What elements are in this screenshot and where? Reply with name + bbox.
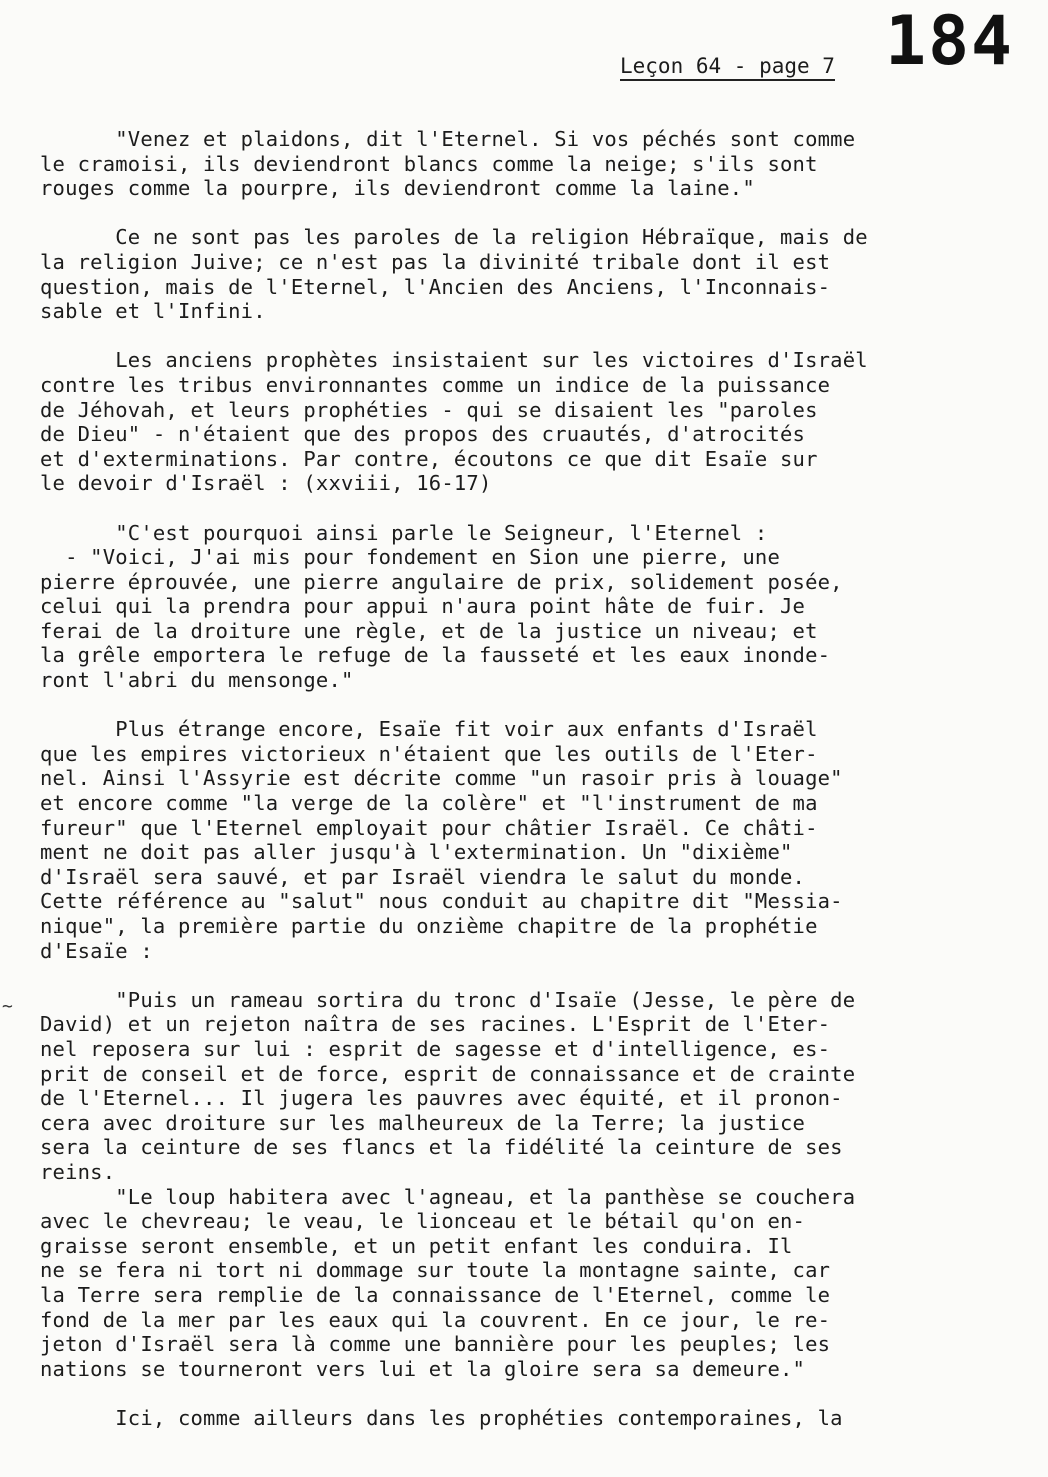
page-header: Leçon 64 - page 7 bbox=[620, 54, 835, 81]
paragraph-gap bbox=[40, 496, 1000, 521]
paragraph bbox=[40, 717, 1000, 963]
margin-mark: ~ bbox=[2, 996, 13, 1017]
text-line: pierre éprouvée, une pierre angulaire de prix, solidement posée, bbox=[40, 569, 843, 594]
text-line: cera avec droiture sur les malheureux de la Terre; la justice bbox=[40, 1110, 806, 1135]
paragraph bbox=[40, 1406, 1000, 1431]
text-line: celui qui la prendra pour appui n'aura point hâte de fuir. Je bbox=[40, 594, 806, 619]
text-line: Ce ne sont pas les paroles de la religion Hébraïque, mais de bbox=[40, 225, 868, 250]
text-line: fureur" que l'Eternel employait pour châtier Israël. Ce châti- bbox=[40, 815, 818, 840]
text-line: de Dieu" - n'étaient que des propos des cruautés, d'atrocités bbox=[40, 422, 806, 447]
text-line: de l'Eternel... Il jugera les pauvres avec équité, et il pronon- bbox=[40, 1086, 843, 1111]
text-line: - "Voici, J'ai mis pour fondement en Sion une pierre, une bbox=[40, 545, 780, 570]
text-line: nations se tourneront vers lui et la gloire sera sa demeure." bbox=[40, 1356, 806, 1381]
text-line: ment ne doit pas aller jusqu'à l'extermination. Un "dixième" bbox=[40, 840, 793, 865]
paragraph-gap bbox=[40, 963, 1000, 988]
paragraph-gap bbox=[40, 324, 1000, 349]
document-body bbox=[40, 127, 1000, 1430]
text-line: Plus étrange encore, Esaïe fit voir aux enfants d'Israël bbox=[40, 717, 818, 742]
paragraph bbox=[40, 127, 1000, 201]
paragraph-gap bbox=[40, 201, 1000, 226]
text-line: d'Israël sera sauvé, et par Israël viendra le salut du monde. bbox=[40, 864, 806, 889]
text-line: d'Esaïe : bbox=[40, 938, 153, 963]
text-line: "C'est pourquoi ainsi parle le Seigneur, l'Eternel : bbox=[40, 520, 768, 545]
text-line: la religion Juive; ce n'est pas la divinité tribale dont il est bbox=[40, 249, 831, 274]
paragraph bbox=[40, 348, 1000, 496]
text-line: et encore comme "la verge de la colère" et "l'instrument de ma bbox=[40, 791, 818, 816]
text-line: nel reposera sur lui : esprit de sagesse et d'intelligence, es- bbox=[40, 1036, 831, 1061]
text-line: Ici, comme ailleurs dans les prophéties contemporaines, la bbox=[40, 1405, 843, 1430]
text-line: ferai de la droiture une règle, et de la justice un niveau; et bbox=[40, 618, 818, 643]
text-line: "Puis un rameau sortira du tronc d'Isaïe (Jesse, le père de bbox=[40, 987, 856, 1012]
text-line: Cette référence au "salut" nous conduit au chapitre dit "Messia- bbox=[40, 889, 843, 914]
text-line: sable et l'Infini. bbox=[40, 299, 266, 324]
text-line: ne se fera ni tort ni dommage sur toute la montagne sainte, car bbox=[40, 1258, 831, 1283]
text-line: sera la ceinture de ses flancs et la fidélité la ceinture de ses bbox=[40, 1135, 843, 1160]
paragraph-gap bbox=[40, 693, 1000, 718]
text-line: la Terre sera remplie de la connaissance de l'Eternel, comme le bbox=[40, 1282, 831, 1307]
text-line: contre les tribus environnantes comme un indice de la puissance bbox=[40, 372, 831, 397]
text-line: rouges comme la pourpre, ils deviendront comme la laine." bbox=[40, 176, 755, 201]
text-line: de Jéhovah, et leurs prophéties - qui se disaient les "paroles bbox=[40, 397, 818, 422]
text-line: le cramoisi, ils deviendront blancs comme la neige; s'ils sont bbox=[40, 151, 818, 176]
paragraph bbox=[40, 988, 1000, 1382]
text-line: nique", la première partie du onzième chapitre de la prophétie bbox=[40, 914, 818, 938]
text-line: "Le loup habitera avec l'agneau, et la panthèse se couchera bbox=[40, 1184, 856, 1209]
text-line: prit de conseil et de force, esprit de connaissance et de crainte bbox=[40, 1061, 856, 1086]
text-line: le devoir d'Israël : (xxviii, 16-17) bbox=[40, 471, 492, 496]
text-line: la grêle emportera le refuge de la fausseté et les eaux inonde- bbox=[40, 643, 831, 668]
text-line: reins. bbox=[40, 1159, 116, 1184]
text-line: ront l'abri du mensonge." bbox=[40, 668, 354, 693]
text-line: "Venez et plaidons, dit l'Eternel. Si vos péchés sont comme bbox=[40, 127, 856, 151]
text-line: et d'exterminations. Par contre, écoutons ce que dit Esaïe sur bbox=[40, 446, 818, 471]
text-line: question, mais de l'Eternel, l'Ancien des Anciens, l'Inconnais- bbox=[40, 274, 831, 299]
text-line: graisse seront ensemble, et un petit enfant les conduira. Il bbox=[40, 1233, 793, 1258]
paragraph-gap bbox=[40, 1381, 1000, 1406]
text-line: fond de la mer par les eaux qui la couvrent. En ce jour, le re- bbox=[40, 1307, 831, 1332]
paragraph bbox=[40, 225, 1000, 323]
text-line: que les empires victorieux n'étaient que les outils de l'Eter- bbox=[40, 741, 818, 766]
text-line: jeton d'Israël sera là comme une bannière pour les peuples; les bbox=[40, 1332, 831, 1357]
text-line: Les anciens prophètes insistaient sur les victoires d'Israël bbox=[40, 348, 868, 373]
text-line: David) et un rejeton naîtra de ses racines. L'Esprit de l'Eter- bbox=[40, 1012, 831, 1037]
paragraph bbox=[40, 521, 1000, 693]
text-line: avec le chevreau; le veau, le lionceau et le bétail qu'on en- bbox=[40, 1209, 806, 1234]
page-number: 184 bbox=[885, 2, 1014, 81]
text-line: nel. Ainsi l'Assyrie est décrite comme "un rasoir pris à louage" bbox=[40, 766, 843, 791]
